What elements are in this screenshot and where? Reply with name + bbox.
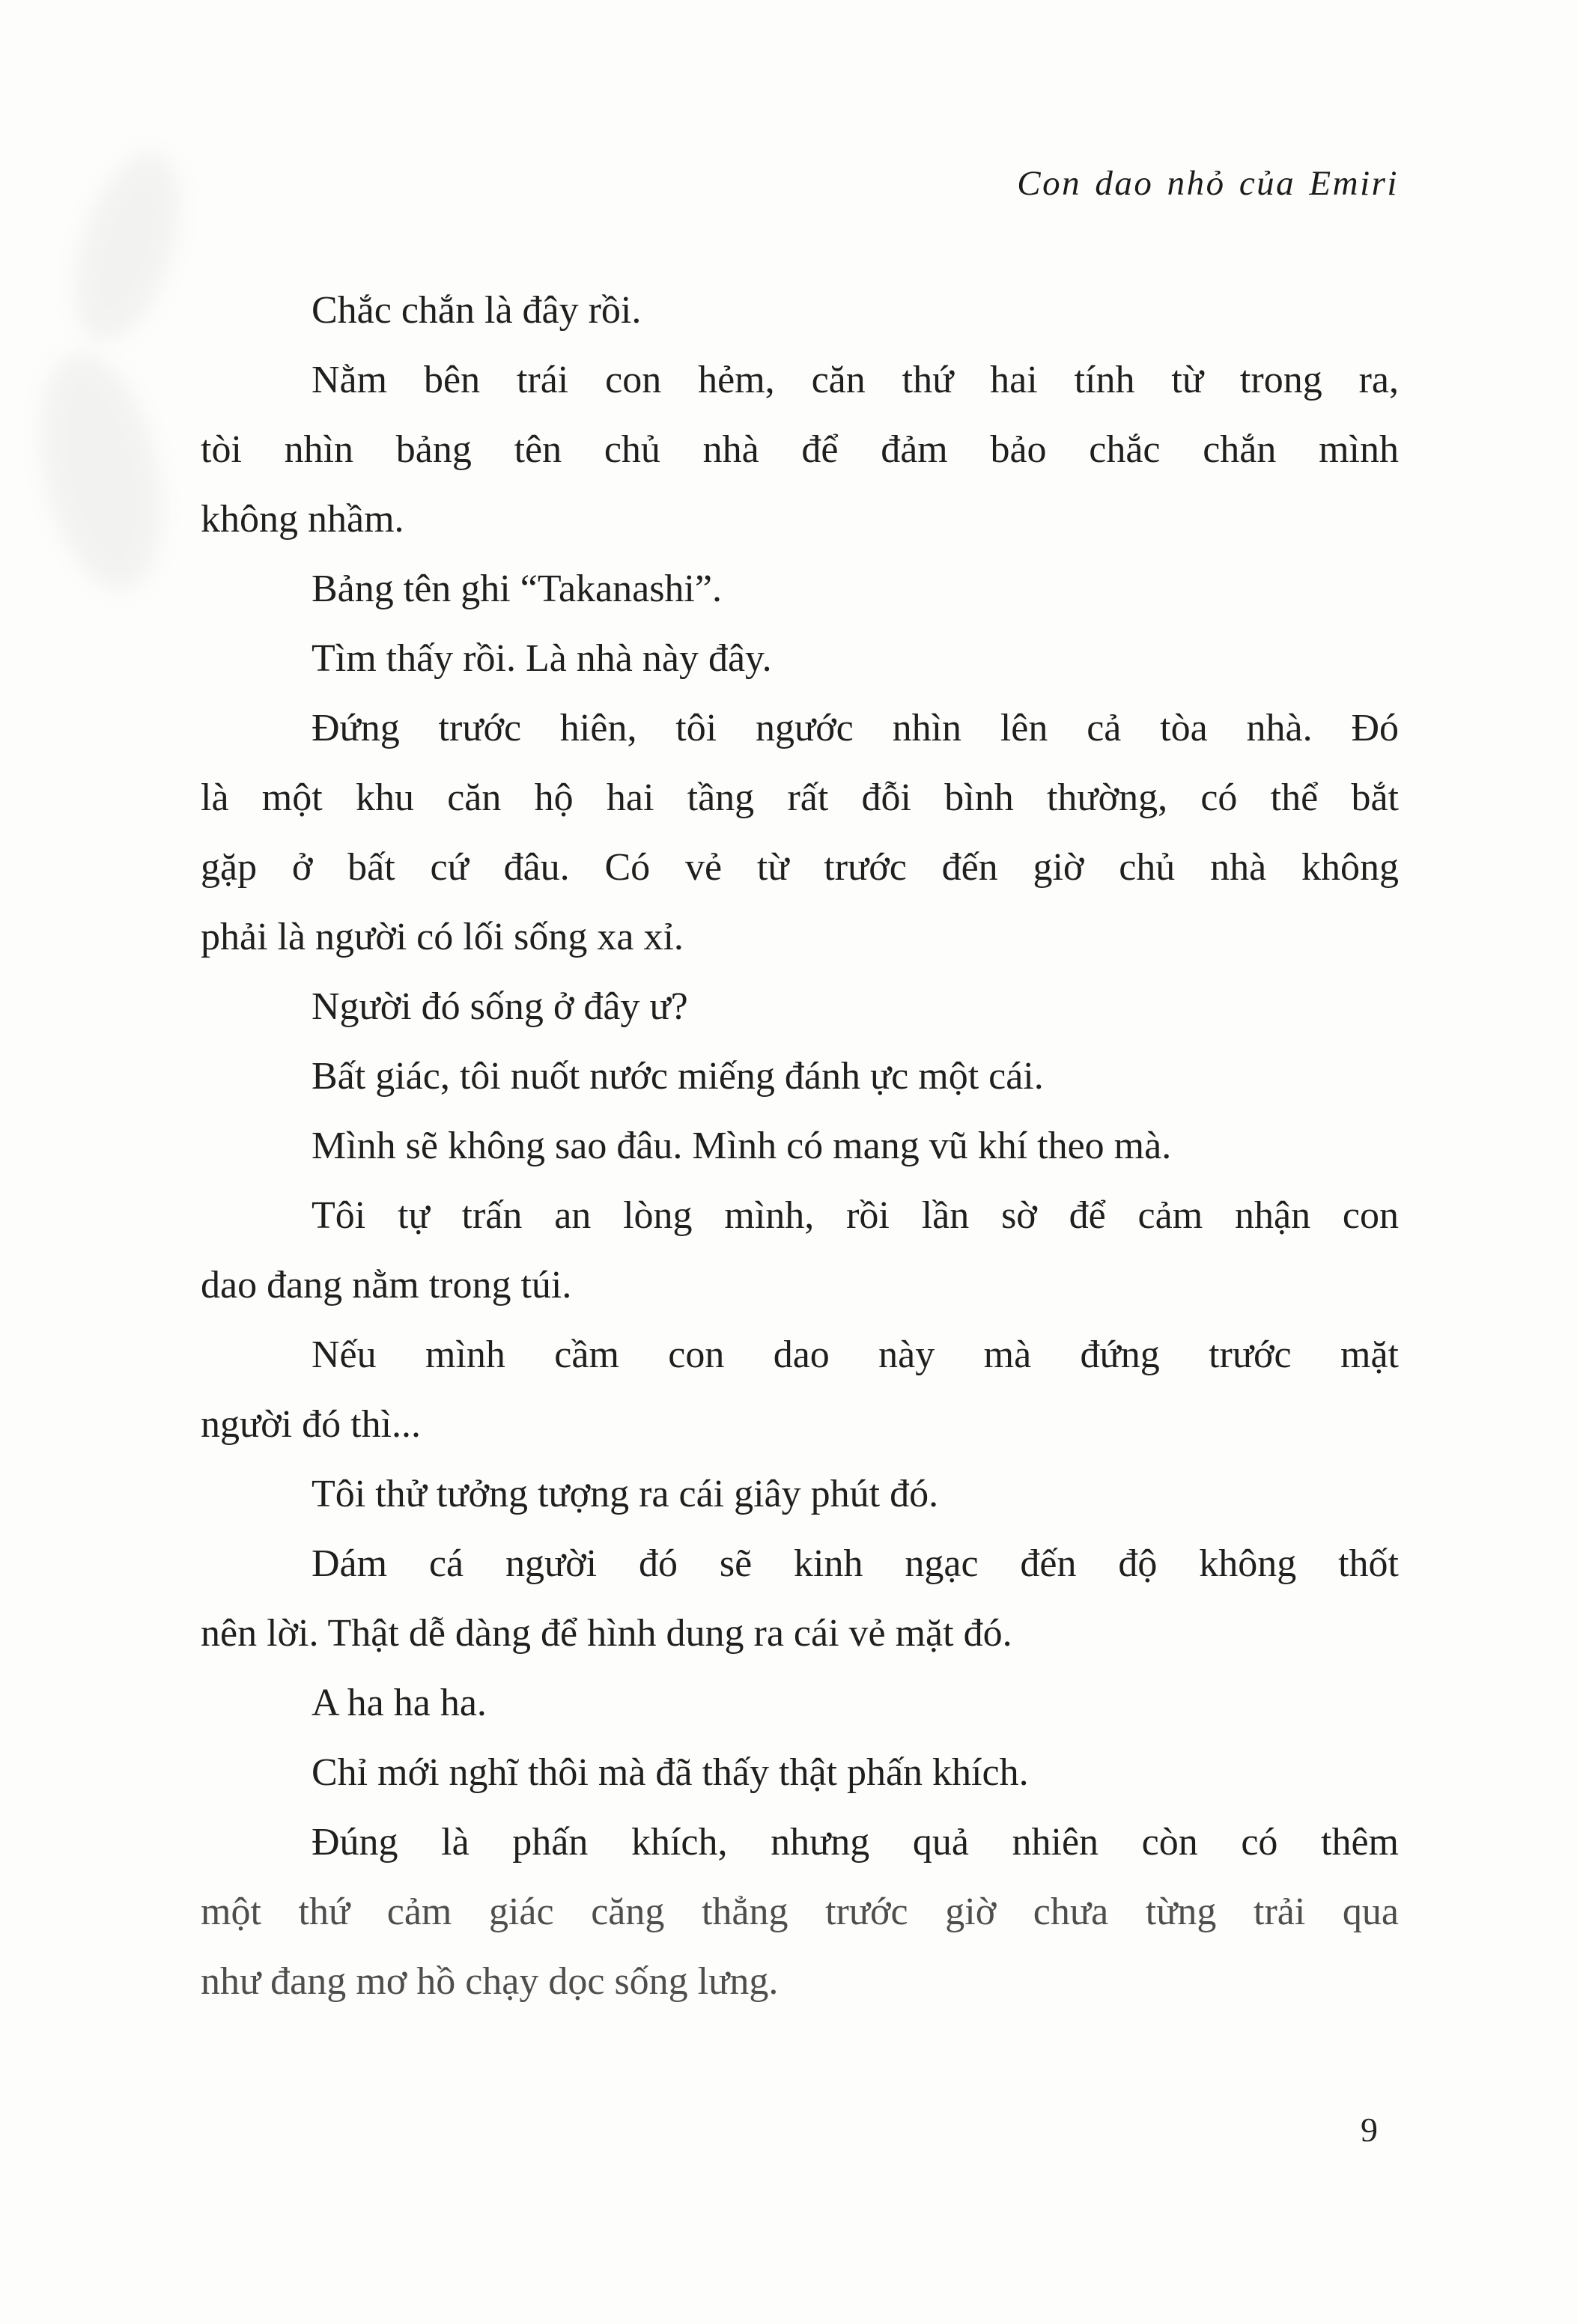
text-line: là một khu căn hộ hai tầng rất đỗi bình thường, có thể bắt [201,776,1399,819]
text-line: Chỉ mới nghĩ thôi mà đã thấy thật phấn khích. [312,1751,1029,1794]
text-line: nên lời. Thật dễ dàng để hình dung ra cái vẻ mặt đó. [201,1612,1012,1655]
text-line: Đúng là phấn khích, nhưng quả nhiên còn có thêm [312,1821,1399,1864]
page-number: 9 [1361,2111,1378,2149]
text-line: một thứ cảm giác căng thẳng trước giờ chưa từng trải qua [201,1890,1399,1933]
text-line: phải là người có lối sống xa xỉ. [201,916,684,958]
body-text [201,276,1399,2016]
text-line: A ha ha ha. [312,1682,487,1724]
text-line: Nếu mình cầm con dao này mà đứng trước mặt [312,1333,1399,1376]
text-line: Nằm bên trái con hẻm, căn thứ hai tính từ trong ra, [312,359,1399,401]
text-line: như đang mơ hồ chạy dọc sống lưng. [201,1960,779,2003]
text-line: Đứng trước hiên, tôi ngước nhìn lên cả tòa nhà. Đó [312,707,1399,749]
text-line: Mình sẽ không sao đâu. Mình có mang vũ khí theo mà. [312,1125,1172,1167]
text-line: Tìm thấy rồi. Là nhà này đây. [312,637,772,680]
text-line: gặp ở bất cứ đâu. Có vẻ từ trước đến giờ chủ nhà không [201,846,1399,889]
text-line: Tôi thử tưởng tượng ra cái giây phút đó. [312,1473,939,1515]
text-line: tòi nhìn bảng tên chủ nhà để đảm bảo chắc chắn mình [201,428,1399,471]
text-line: Dám cá người đó sẽ kinh ngạc đến độ không thốt [312,1542,1399,1585]
scan-smudge [21,343,180,600]
text-line: Bảng tên ghi “Takanashi”. [312,568,722,610]
text-line: dao đang nằm trong túi. [201,1264,572,1307]
text-line: Bất giác, tôi nuốt nước miếng đánh ực một cái. [312,1055,1044,1098]
scan-smudge [55,141,200,353]
text-line: Người đó sống ở đây ư? [312,985,688,1028]
text-line: Tôi tự trấn an lòng mình, rồi lần sờ để cảm nhận con [312,1194,1399,1237]
text-line: Chắc chắn là đây rồi. [312,289,642,332]
text-line: không nhầm. [201,498,404,541]
running-header: Con dao nhỏ của Emiri [1017,164,1399,203]
text-line: người đó thì... [201,1403,422,1446]
